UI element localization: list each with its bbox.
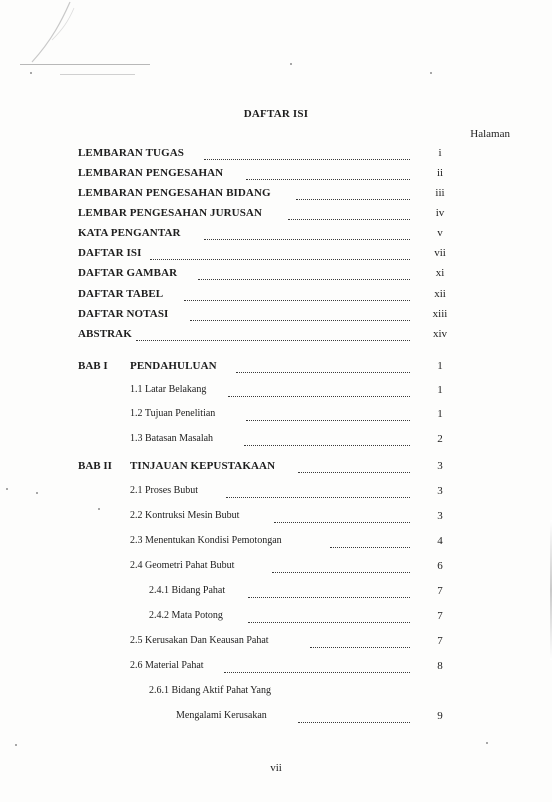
- dot-leader: [198, 269, 410, 280]
- toc-page-number: 9: [437, 710, 443, 722]
- dot-leader: [246, 169, 410, 180]
- toc-row[interactable]: [0, 306, 552, 322]
- toc-page-number: xiii: [432, 308, 448, 320]
- page-title: DAFTAR ISI: [243, 108, 309, 120]
- toc-page-number: 8: [437, 660, 443, 672]
- dot-leader: [184, 290, 410, 301]
- dot-leader: [248, 612, 410, 623]
- toc-section-row[interactable]: [0, 583, 552, 599]
- toc-page-number: i: [438, 147, 442, 159]
- dot-leader: [246, 410, 410, 421]
- toc-chapter-row[interactable]: [0, 358, 552, 374]
- toc-row[interactable]: [0, 185, 552, 201]
- section-label-continued: Mengalami Kerusakan: [176, 710, 267, 721]
- toc-page-number: 6: [437, 560, 443, 572]
- section-label: 2.5 Kerusakan Dan Keausan Pahat: [130, 635, 269, 646]
- dot-leader: [224, 662, 410, 673]
- toc-page-number: 4: [437, 535, 443, 547]
- toc-section-row[interactable]: [0, 406, 552, 422]
- toc-row[interactable]: [0, 225, 552, 241]
- toc-page-number: iii: [435, 187, 445, 199]
- dot-leader: [236, 362, 410, 373]
- toc-entry-label: LEMBARAN TUGAS: [78, 147, 185, 159]
- toc-page-number: 2: [437, 433, 443, 445]
- toc-section-row[interactable]: [0, 431, 552, 447]
- toc-row[interactable]: [0, 326, 552, 342]
- section-label: 2.6.1 Bidang Aktif Pahat Yang: [149, 685, 271, 696]
- toc-row[interactable]: [0, 205, 552, 221]
- chapter-number: BAB I: [78, 360, 108, 372]
- toc-page-number: iv: [435, 207, 445, 219]
- toc-row[interactable]: [0, 286, 552, 302]
- toc-page-number: ii: [436, 167, 444, 179]
- toc-entry-label: LEMBAR PENGESAHAN JURUSAN: [78, 207, 263, 219]
- toc-entry-label: LEMBARAN PENGESAHAN BIDANG: [78, 187, 271, 199]
- dot-leader: [296, 189, 410, 200]
- toc-section-row[interactable]: [0, 533, 552, 549]
- toc-page-number: 1: [437, 384, 443, 396]
- dot-leader: [204, 229, 410, 240]
- dot-leader: [248, 587, 410, 598]
- toc-entry-label: DAFTAR NOTASI: [78, 308, 169, 320]
- section-label: 2.2 Kontruksi Mesin Bubut: [130, 510, 240, 521]
- toc-section-row[interactable]: [0, 558, 552, 574]
- toc-page-number: 3: [437, 510, 443, 522]
- toc-section-row[interactable]: [0, 382, 552, 398]
- toc-section-row[interactable]: [0, 508, 552, 524]
- toc-entry-label: ABSTRAK: [78, 328, 132, 340]
- toc-row[interactable]: [0, 165, 552, 181]
- toc-entry-label: KATA PENGANTAR: [78, 227, 181, 239]
- toc-page-number: vii: [434, 247, 446, 259]
- toc-row[interactable]: [0, 245, 552, 261]
- dot-leader: [244, 435, 410, 446]
- dot-leader: [298, 462, 410, 473]
- dot-leader: [272, 562, 410, 573]
- toc-section-row-continued[interactable]: [0, 708, 552, 724]
- page-column-header: Halaman: [470, 128, 510, 140]
- toc-entry-label: DAFTAR TABEL: [78, 288, 164, 300]
- toc-page-number: v: [437, 227, 443, 239]
- chapter-title: PENDAHULUAN: [130, 360, 217, 372]
- dot-leader: [190, 310, 410, 321]
- toc-page-number: xiv: [432, 328, 448, 340]
- dot-leader: [204, 149, 410, 160]
- section-label: 1.1 Latar Belakang: [130, 384, 207, 395]
- dot-leader: [150, 249, 410, 260]
- toc-page-number: xi: [435, 267, 445, 279]
- toc-entry-label: DAFTAR ISI: [78, 247, 142, 259]
- toc-section-row[interactable]: [0, 608, 552, 624]
- toc-section-row[interactable]: [0, 483, 552, 499]
- toc-chapter-row[interactable]: [0, 458, 552, 474]
- toc-page-number: 7: [437, 610, 443, 622]
- chapter-title: TINJAUAN KEPUSTAKAAN: [130, 460, 276, 472]
- dot-leader: [310, 637, 410, 648]
- dot-leader: [288, 209, 410, 220]
- section-label: 1.2 Tujuan Penelitian: [130, 408, 216, 419]
- dot-leader: [228, 386, 410, 397]
- toc-row[interactable]: [0, 265, 552, 281]
- toc-entry-label: DAFTAR GAMBAR: [78, 267, 178, 279]
- section-label: 2.4 Geometri Pahat Bubut: [130, 560, 235, 571]
- toc-section-row[interactable]: [0, 658, 552, 674]
- section-label: 2.1 Proses Bubut: [130, 485, 199, 496]
- chapter-number: BAB II: [78, 460, 112, 472]
- dot-leader: [226, 487, 410, 498]
- toc-page-number: 1: [437, 408, 443, 420]
- dot-leader: [330, 537, 410, 548]
- section-label: 2.3 Menentukan Kondisi Pemotongan: [130, 535, 282, 546]
- toc-page-number: 1: [437, 360, 443, 372]
- toc-section-row[interactable]: [0, 683, 552, 699]
- dot-leader: [274, 512, 410, 523]
- toc-page-number: 7: [437, 635, 443, 647]
- section-label: 2.4.1 Bidang Pahat: [149, 585, 226, 596]
- section-label: 2.6 Material Pahat: [130, 660, 204, 671]
- toc-row[interactable]: [0, 145, 552, 161]
- footer-page-number: vii: [270, 762, 282, 774]
- toc-page-number: xii: [434, 288, 446, 300]
- toc-entry-label: LEMBARAN PENGESAHAN: [78, 167, 224, 179]
- toc-page-number: 3: [437, 485, 443, 497]
- dot-leader: [136, 330, 410, 341]
- toc-page-number: 7: [437, 585, 443, 597]
- toc-page-number: 3: [437, 460, 443, 472]
- toc-section-row[interactable]: [0, 633, 552, 649]
- section-label: 1.3 Batasan Masalah: [130, 433, 214, 444]
- dot-leader: [298, 712, 410, 723]
- section-label: 2.4.2 Mata Potong: [149, 610, 223, 621]
